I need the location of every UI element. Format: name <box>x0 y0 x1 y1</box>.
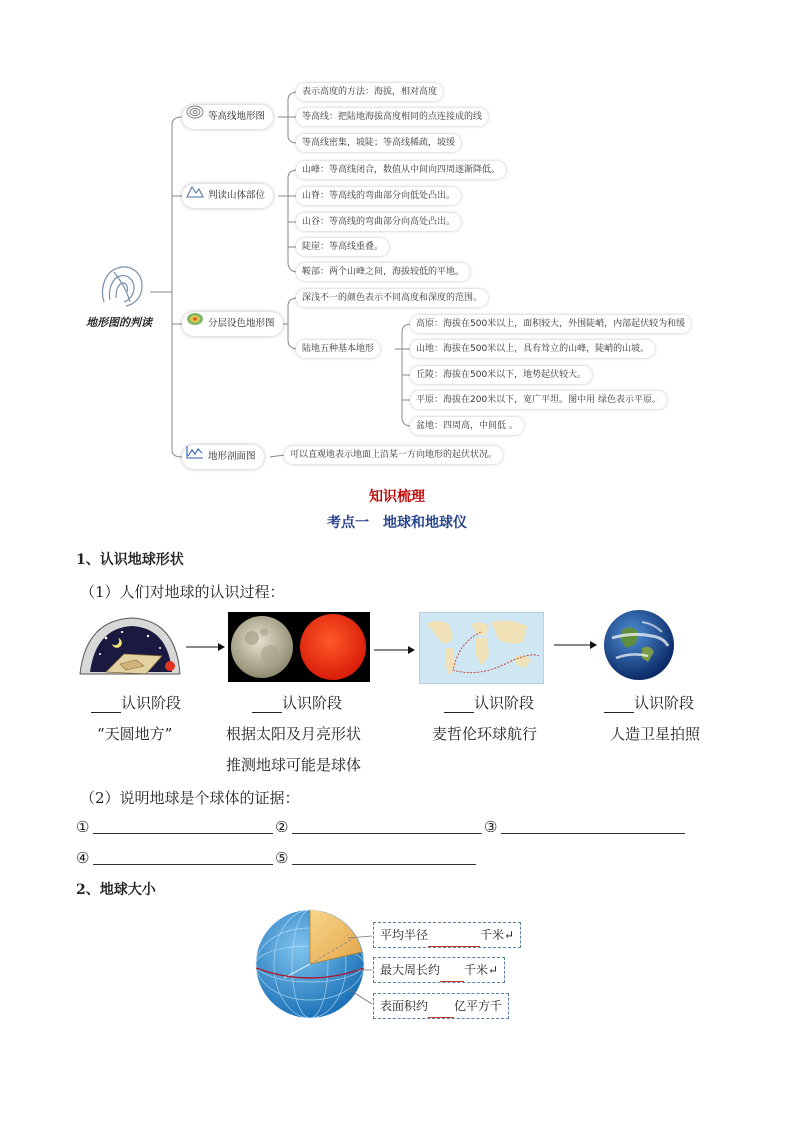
mindmap-item: 高原：海拔在500米以上，面积较大，外围陡峭，内部起伏较为和缓 <box>410 315 691 333</box>
stage-desc: “天圆地方” <box>97 725 173 743</box>
marker-2: ② <box>275 818 289 836</box>
section-subtitle: 考点一 地球和地球仪 <box>327 515 467 531</box>
section-title: 知识梳理 <box>369 489 425 505</box>
earth-satellite-image <box>602 608 676 682</box>
surface-area-box: 表面积约 亿平方千 <box>373 993 509 1019</box>
branch-mountain-parts <box>182 184 273 208</box>
branch-profile-map <box>182 445 264 469</box>
mindmap-item: 可以直观地表示地面上沿某一方向地形的起伏状况。 <box>284 446 503 464</box>
mindmap-item: 陡崖：等高线重叠。 <box>296 238 389 256</box>
mindmap-item: 平原：海拔在200米以下，宽广平坦。图中用 绿色表示平原。 <box>410 391 667 409</box>
arrow-icon <box>184 640 228 654</box>
mountain-icon <box>186 184 204 208</box>
mindmap-item: 等高线：把陆地海拔高度相同的点连接成的线 <box>296 108 488 126</box>
branch-contour-map <box>182 105 273 129</box>
mindmap-item: 表示高度的方法：海拔，相对高度 <box>296 83 443 101</box>
mindmap-item: 盆地：四周高，中间低 。 <box>410 417 524 435</box>
answer-line[interactable] <box>292 864 476 865</box>
color-layer-icon <box>186 312 204 336</box>
answer-line[interactable] <box>501 833 685 834</box>
answer-blank[interactable] <box>604 696 634 713</box>
q1-heading: 1、认识地球形状 <box>76 552 184 568</box>
arrow-icon <box>372 643 418 657</box>
contour-icon <box>186 105 204 129</box>
answer-line[interactable] <box>93 833 273 834</box>
branch-label: 判读山体部位 <box>208 190 266 201</box>
answer-line[interactable] <box>93 864 273 865</box>
stage-label: 认识阶段 <box>604 692 694 713</box>
q2-heading: 2、地球大小 <box>76 882 156 898</box>
mindmap-subgroup: 陆地五种基本地形 <box>296 340 380 358</box>
stage-desc: 人造卫星拍照 <box>610 725 701 743</box>
branch-layered-color-map <box>182 312 283 336</box>
arrow-icon <box>552 638 600 652</box>
marker-1: ① <box>76 818 90 836</box>
answer-line[interactable] <box>292 833 482 834</box>
q1-part2: （2）说明地球是个球体的证据： <box>80 789 300 807</box>
marker-4: ④ <box>76 849 90 867</box>
mindmap-item: 山谷：等高线的弯曲部分向高处凸出。 <box>296 213 461 231</box>
answer-blank[interactable] <box>428 1003 454 1018</box>
stage-label: 认识阶段 <box>91 692 181 713</box>
mindmap-item: 等高线密集，坡陡；等高线稀疏，坡缓 <box>296 134 461 152</box>
marker-3: ③ <box>484 818 498 836</box>
answer-blank[interactable] <box>444 696 474 713</box>
stage-desc: 麦哲伦环球航行 <box>432 725 538 743</box>
mindmap-item: 丘陵：海拔在500米以下，地势起伏较大。 <box>410 366 592 384</box>
mindmap-item: 鞍部：两个山峰之间，海拔较低的平地。 <box>296 263 470 281</box>
root-brain-icon <box>96 262 148 310</box>
world-map-voyage-image <box>419 612 544 684</box>
answer-blank[interactable] <box>252 696 282 713</box>
stage-desc: 根据太阳及月亮形状 <box>226 725 362 743</box>
mindmap-item: 山脊：等高线的弯曲部分向低处凸出。 <box>296 187 461 205</box>
moon-sun-image <box>228 612 370 682</box>
leader-lines <box>346 930 376 1010</box>
mindmap-item: 深浅不一的颜色表示不同高度和深度的范围。 <box>296 289 488 307</box>
branch-label: 地形剖面图 <box>208 451 256 462</box>
branch-label: 等高线地形图 <box>208 111 266 122</box>
branch-label: 分层设色地形图 <box>208 318 275 329</box>
stage-desc: 推测地球可能是球体 <box>226 756 362 774</box>
answer-blank[interactable] <box>440 967 464 982</box>
stage-label: 认识阶段 <box>252 692 342 713</box>
mindmap-connectors <box>0 0 794 480</box>
profile-chart-icon <box>186 445 204 469</box>
mindmap-root-label: 地形图的判读 <box>86 316 152 329</box>
mindmap-item: 山地：海拔在500米以上，具有耸立的山峰，陡峭的山坡。 <box>410 340 655 358</box>
radius-box: 平均半径 千米↵ <box>373 922 521 948</box>
stage-label: 认识阶段 <box>444 692 534 713</box>
marker-5: ⑤ <box>275 849 289 867</box>
answer-blank[interactable] <box>91 696 121 713</box>
circumference-box: 最大周长约 千米↵ <box>373 957 505 983</box>
answer-blank[interactable] <box>428 932 480 947</box>
dome-heaven-image <box>76 614 184 680</box>
mindmap-item: 山峰：等高线闭合，数值从中间向四周逐渐降低。 <box>296 161 506 179</box>
q1-part1: （1）人们对地球的认识过程： <box>80 583 285 601</box>
